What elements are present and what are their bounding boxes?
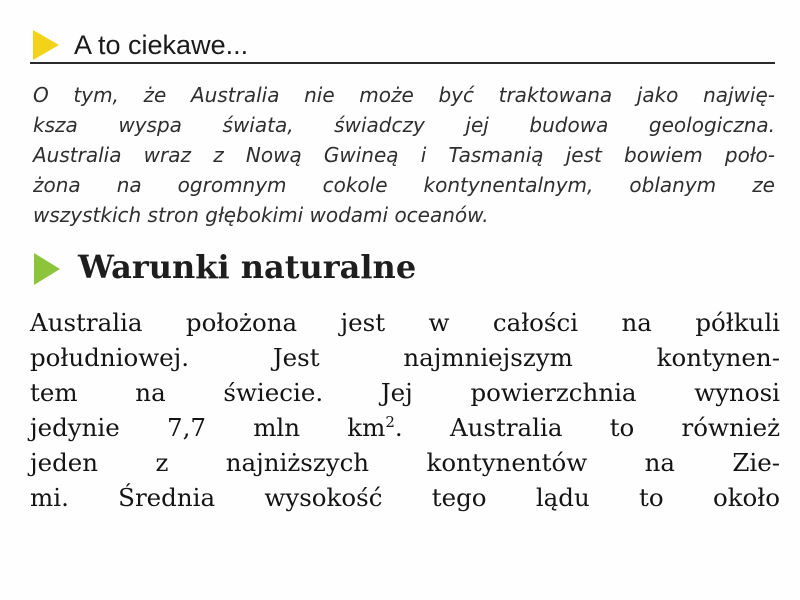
fact-box-heading bbox=[30, 28, 775, 64]
fact-box-line: wszystkich stron głębokimi wodami oceanów. bbox=[33, 203, 489, 227]
section-body-text bbox=[30, 305, 780, 515]
yellow-triangle-icon bbox=[33, 30, 59, 60]
fact-box-line: Australia wraz z Nową Gwineą i Tasmanią jest bowiem poło- bbox=[33, 143, 775, 167]
fact-box-line: żona na ogromnym cokole kontynentalnym, oblanym ze bbox=[33, 173, 775, 197]
body-line: mi. Średnia wysokość tego lądu to około bbox=[30, 483, 780, 512]
body-line: Australia położona jest w całości na półkuli bbox=[30, 308, 780, 337]
fact-box-text bbox=[33, 80, 775, 230]
body-line: jeden z najniższych kontynentów na Zie- bbox=[30, 448, 780, 477]
section-heading bbox=[30, 250, 775, 290]
superscript: 2 bbox=[385, 412, 395, 431]
fact-box-line: O tym, że Australia nie może być traktowana jako najwię- bbox=[33, 83, 775, 107]
fact-box-title: A to ciekawe... bbox=[74, 30, 249, 60]
fact-box-line: ksza wyspa świata, świadczy jej budowa geologiczna. bbox=[33, 113, 775, 137]
body-line: tem na świecie. Jej powierzchnia wynosi bbox=[30, 378, 780, 407]
body-line-part: jedynie 7,7 mln km bbox=[30, 413, 386, 442]
body-line bbox=[30, 410, 780, 445]
body-line: południowej. Jest najmniejszym kontynen- bbox=[30, 343, 780, 372]
green-triangle-icon bbox=[34, 253, 60, 285]
section-title: Warunki naturalne bbox=[78, 248, 417, 286]
body-line-part: . Australia to również bbox=[394, 413, 780, 442]
